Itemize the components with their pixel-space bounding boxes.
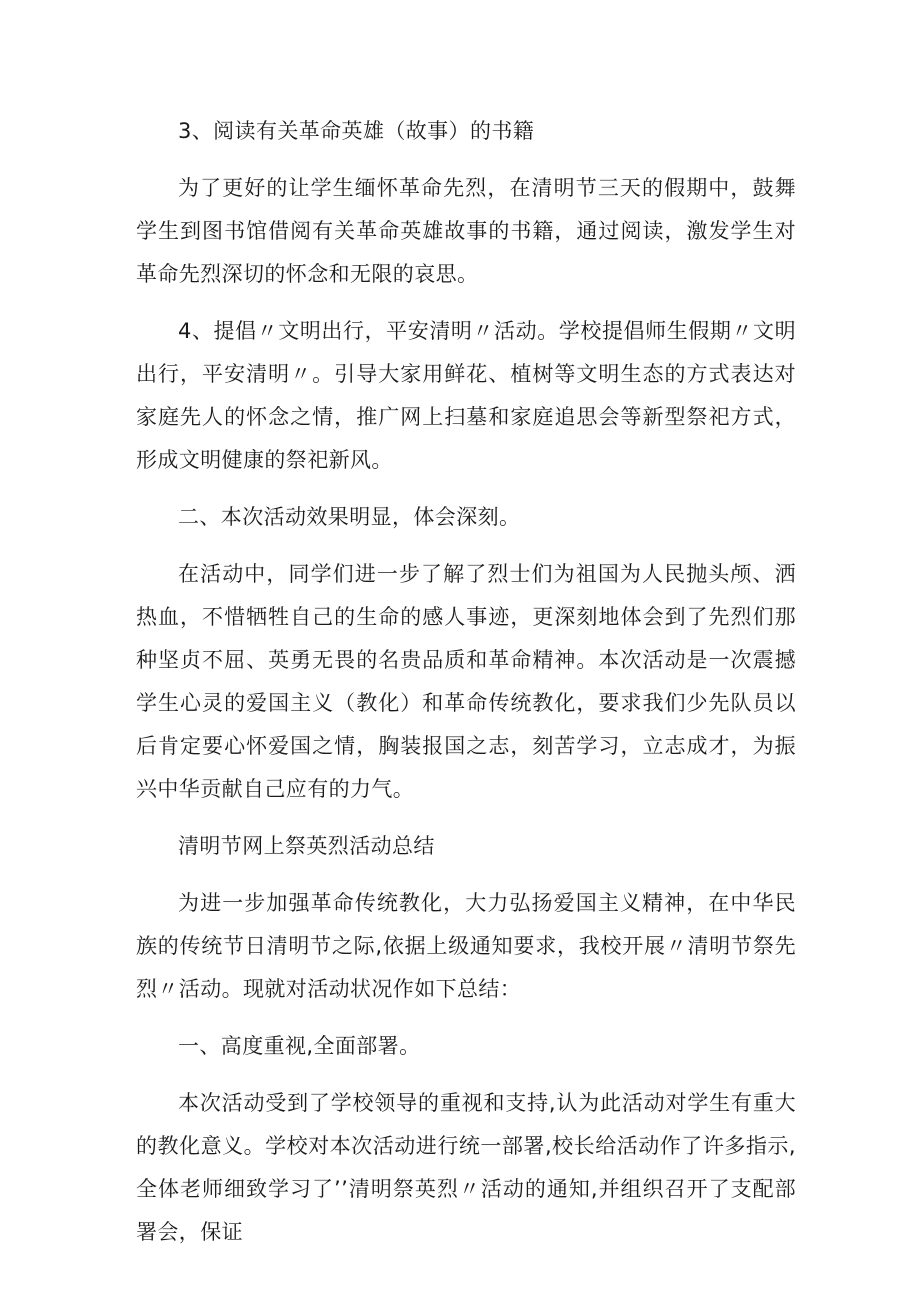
document-subtitle: 清明节网上祭英烈活动总结 — [178, 834, 435, 858]
paragraph-activity-effect: 在活动中，同学们进一步了解了烈士们为祖国为人民抛头颅、洒热血，不惜牺牲自己的生命的感人事迹，更深刻地体会到了先烈们那种坚贞不屈、英勇无畏的名贵品质和革命精神。本次活动是一次震撼学生心灵的爱国主义（教化）和革命传统教化，要求我们少先队员以后肯定要心怀爱国之情，胸装报国之志，刻苦学习，立志成才，为振兴中华贡献自己应有的力气。 — [136, 562, 796, 801]
section-heading-effect: 二、本次活动效果明显，体会深刻。 — [178, 505, 521, 529]
paragraph-summary-intro: 为进一步加强革命传统教化，大力弘扬爱国主义精神，在中华民族的传统节日清明节之际,依据上级通知要求，我校开展〃清明节祭先烈〃活动。现就对活动状况作如下总结： — [136, 891, 796, 1001]
document-body — [136, 110, 796, 1268]
paragraph-civilized-travel: 4、提倡〃文明出行，平安清明〃活动。学校提倡师生假期〃文明出行，平安清明〃。引导大家用鲜花、植树等文明生态的方式表达对家庭先人的怀念之情，推广网上扫墓和家庭追思会等新型祭祀方式，形成文明健康的祭祀新风。 — [136, 319, 796, 472]
paragraph-reading-books: 为了更好的让学生缅怀革命先烈，在清明节三天的假期中，鼓舞学生到图书馆借阅有关革命英雄故事的书籍，通过阅读，激发学生对革命先烈深切的怀念和无限的哀思。 — [136, 176, 796, 286]
section-heading-deployment: 一、高度重视,全面部署。 — [178, 1034, 421, 1058]
paragraph-deployment: 本次活动受到了学校领导的重视和支持,认为此活动对学生有重大的教化意义。学校对本次活动进行统一部署,校长给活动作了许多指示,全体老师细致学习了’’清明祭英烈〃活动的通知,并组织召开了支配部署会，保证 — [136, 1091, 796, 1244]
section-heading-reading: 3、阅读有关革命英雄（故事）的书籍 — [178, 119, 535, 143]
